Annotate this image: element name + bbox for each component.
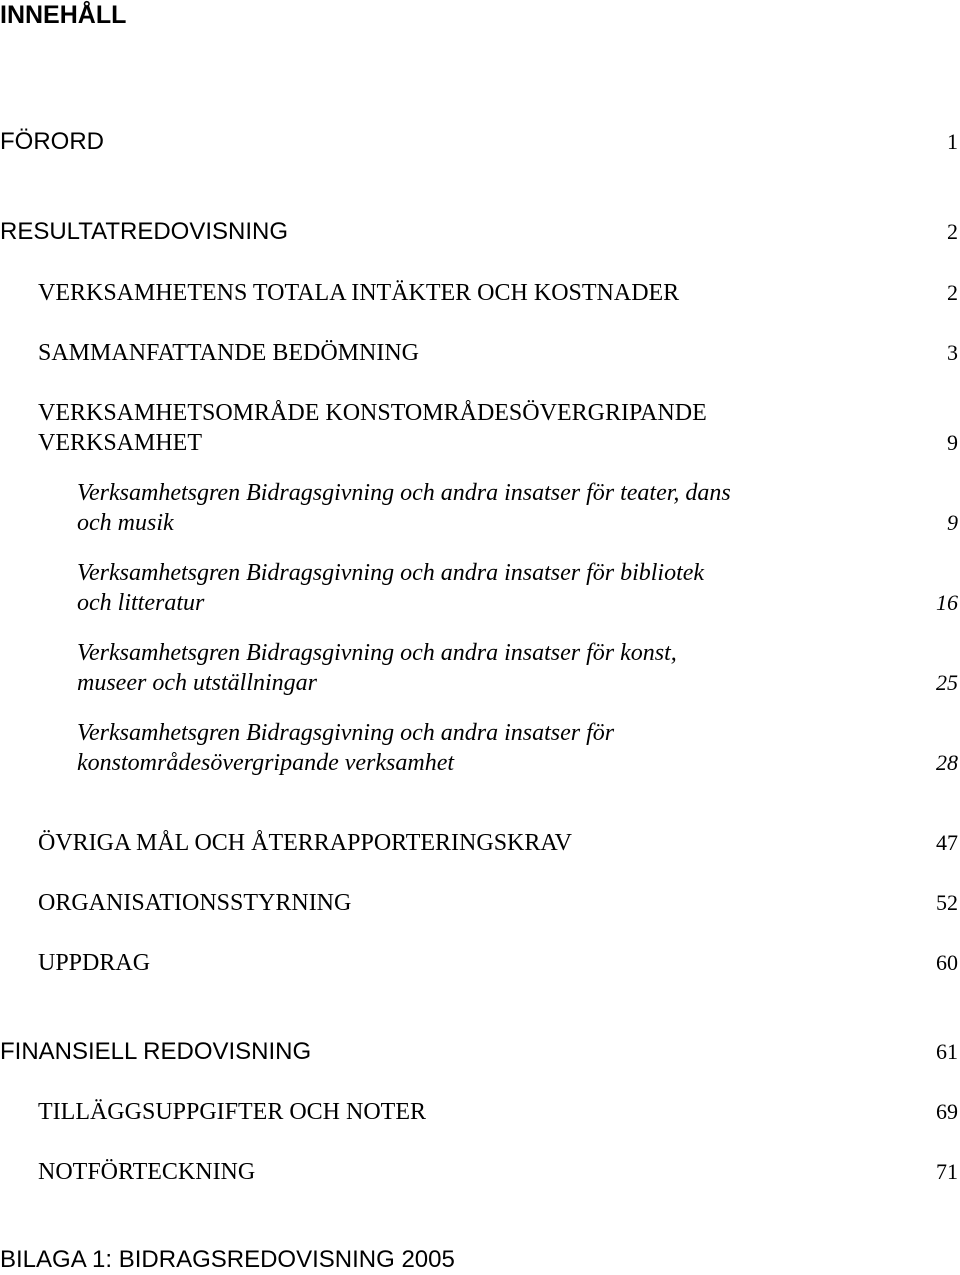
toc-entry-sammanfattande-bedomning[interactable] bbox=[0, 338, 960, 368]
toc-entry-title: SAMMANFATTANDE BEDÖMNING bbox=[38, 340, 419, 366]
toc-entry-page: 69 bbox=[936, 1099, 958, 1124]
toc-entry-title: Verksamhetsgren Bidragsgivning och andra insatser för konst, museer och utställningar bbox=[77, 640, 677, 696]
toc-entry-page: 16 bbox=[936, 590, 958, 615]
toc-entry-finansiell-redovisning[interactable] bbox=[0, 1037, 960, 1067]
toc-entry-title: Verksamhetsgren Bidragsgivning och andra insatser för bibliotek och litteratur bbox=[77, 560, 705, 616]
toc-entry-title: VERKSAMHETENS TOTALA INTÄKTER OCH KOSTNADER bbox=[38, 280, 680, 306]
toc-entry-teater-dans-musik[interactable] bbox=[0, 478, 960, 538]
toc-entry-konstomradesovergripande[interactable] bbox=[0, 718, 960, 778]
toc-entry-page: 60 bbox=[936, 950, 958, 975]
toc-entry-title: ORGANISATIONSSTYRNING bbox=[38, 890, 352, 916]
toc-entry-page: 71 bbox=[936, 1159, 958, 1184]
toc-entry-page: 28 bbox=[936, 750, 958, 775]
toc-entry-uppdrag[interactable] bbox=[0, 948, 960, 978]
toc-entry-bibliotek-litteratur[interactable] bbox=[0, 558, 960, 618]
appendix-heading[interactable]: BILAGA 1: BIDRAGSREDOVISNING 2005 bbox=[0, 1246, 455, 1273]
toc-entry-page: 2 bbox=[947, 280, 958, 305]
toc-entry-title: ÖVRIGA MÅL OCH ÅTERRAPPORTERINGSKRAV bbox=[38, 830, 572, 856]
toc-entry-page: 1 bbox=[947, 129, 958, 154]
toc-entry-verksamhetsomrade[interactable] bbox=[0, 398, 960, 458]
toc-entry-tillaggsuppgifter[interactable] bbox=[0, 1097, 960, 1127]
toc-entry-title: FINANSIELL REDOVISNING bbox=[0, 1038, 312, 1065]
toc-entry-page: 61 bbox=[936, 1039, 958, 1064]
toc-entry-title: FÖRORD bbox=[0, 128, 104, 155]
toc-entry-page: 2 bbox=[947, 219, 958, 244]
toc-entry-forord[interactable] bbox=[0, 127, 960, 157]
toc-heading: INNEHÅLL bbox=[0, 1, 127, 29]
toc-entry-notforteckning[interactable] bbox=[0, 1157, 960, 1187]
toc-entry-title: Verksamhetsgren Bidragsgivning och andra insatser för konstområdesövergripande verksamhet bbox=[77, 720, 615, 776]
toc-entry-page: 52 bbox=[936, 890, 958, 915]
toc-entry-title: NOTFÖRTECKNING bbox=[38, 1159, 256, 1185]
toc-entry-page: 3 bbox=[947, 340, 958, 365]
toc-entry-page: 9 bbox=[947, 430, 958, 455]
toc-entry-page: 25 bbox=[936, 670, 958, 695]
toc-entry-title: RESULTATREDOVISNING bbox=[0, 218, 289, 245]
toc-entry-title: TILLÄGGSUPPGIFTER OCH NOTER bbox=[38, 1099, 427, 1125]
toc-entry-totala-intakter[interactable] bbox=[0, 278, 960, 308]
toc-entry-resultatredovisning[interactable] bbox=[0, 217, 960, 247]
toc-entry-page: 9 bbox=[947, 510, 958, 535]
toc-entry-organisationsstyrning[interactable] bbox=[0, 888, 960, 918]
toc-entry-ovriga-mal[interactable] bbox=[0, 828, 960, 858]
toc-entry-konst-museer[interactable] bbox=[0, 638, 960, 698]
toc-entry-title: VERKSAMHETSOMRÅDE KONSTOMRÅDESÖVERGRIPANDE VERKSAMHET bbox=[38, 400, 707, 456]
toc-entry-title: Verksamhetsgren Bidragsgivning och andra insatser för teater, dans och musik bbox=[77, 480, 731, 536]
toc-entry-page: 47 bbox=[936, 830, 958, 855]
toc-entry-title: UPPDRAG bbox=[38, 950, 151, 976]
